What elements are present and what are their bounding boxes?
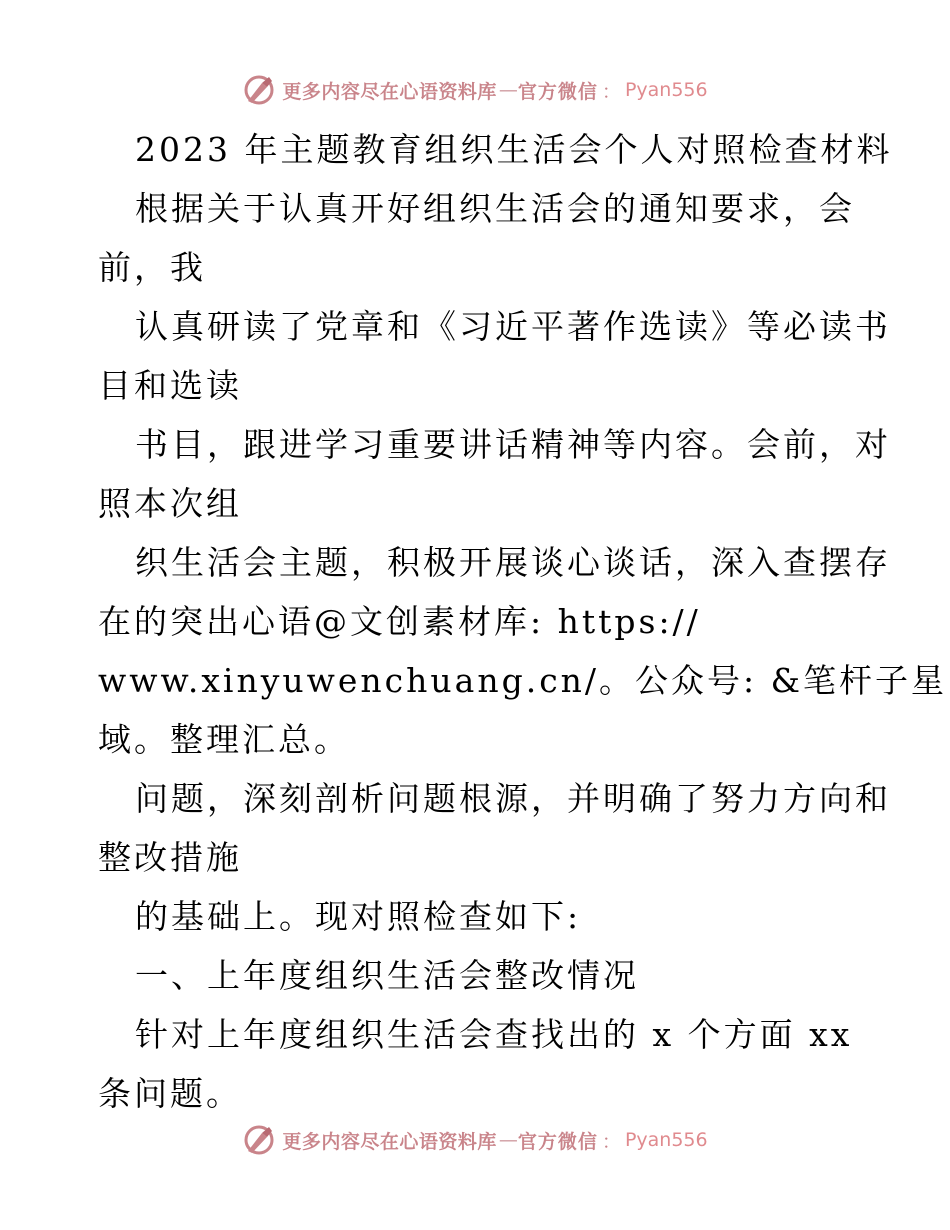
watermark-text: 更多内容尽在心语资料库 bbox=[282, 1130, 497, 1153]
paragraph-line: 认真研读了党章和《习近平著作选读》等必读书 bbox=[135, 307, 891, 346]
document-body bbox=[98, 120, 948, 1123]
paragraph-line: 根据关于认真开好组织生活会的通知要求，会 bbox=[135, 189, 855, 228]
paragraph-line: 域。整理汇总。 bbox=[98, 720, 350, 759]
paragraph-line: 在的突出心语@文创素材库: https:// bbox=[98, 602, 701, 641]
watermark-wechat-id: Pyan556 bbox=[624, 79, 708, 101]
paragraph-line: 织生活会主题，积极开展谈心谈话，深入查摆存 bbox=[135, 543, 891, 582]
paragraph-line: 书目，跟进学习重要讲话精神等内容。会前，对 bbox=[135, 425, 891, 464]
watermark-separator: ： bbox=[601, 80, 621, 103]
watermark-official: 官方微信 bbox=[517, 1130, 598, 1153]
watermark-separator: ： bbox=[601, 1130, 621, 1153]
watermark-banner-top bbox=[0, 70, 950, 110]
watermark-banner-bottom bbox=[0, 1120, 950, 1160]
paragraph-line: 照本次组 bbox=[98, 484, 242, 523]
paragraph-line: 的基础上。现对照检查如下: bbox=[135, 897, 582, 936]
document-title: 2023 年主题教育组织生活会个人对照检查材料 bbox=[135, 130, 893, 169]
paragraph-line: 整改措施 bbox=[98, 838, 242, 877]
pen-nib-logo-icon bbox=[242, 73, 276, 107]
paragraph-line: 针对上年度组织生活会查找出的 x 个方面 xx bbox=[135, 1015, 853, 1054]
watermark-dash: — bbox=[498, 79, 516, 101]
section-heading: 一、上年度组织生活会整改情况 bbox=[135, 956, 639, 995]
pen-nib-logo-icon bbox=[242, 1123, 276, 1157]
watermark-wechat-id: Pyan556 bbox=[624, 1129, 708, 1151]
watermark-official: 官方微信 bbox=[517, 80, 598, 103]
watermark-dash: — bbox=[498, 1129, 516, 1151]
watermark-text: 更多内容尽在心语资料库 bbox=[282, 80, 497, 103]
paragraph-line: 问题，深刻剖析问题根源，并明确了努力方向和 bbox=[135, 779, 891, 818]
paragraph-line: www.xinyuwenchuang.cn/。公众号: &笔杆子星 bbox=[98, 661, 948, 700]
paragraph-line: 条问题。 bbox=[98, 1074, 242, 1113]
paragraph-line: 目和选读 bbox=[98, 366, 242, 405]
paragraph-line: 前，我 bbox=[98, 248, 206, 287]
